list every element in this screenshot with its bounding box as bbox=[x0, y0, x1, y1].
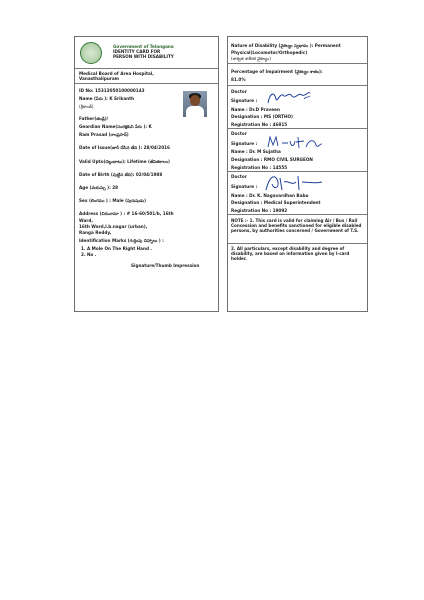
doctor-1-signature bbox=[264, 87, 312, 107]
doctor-2-designation: Designation : RMO CIVIL SURGEON bbox=[231, 157, 313, 162]
doctor-3-title: Doctor bbox=[231, 174, 247, 179]
government-seal-icon bbox=[80, 42, 102, 64]
father-label: Father(తండ్రి)/ bbox=[79, 116, 109, 121]
date-of-issue: Date of Issue(జారీ చేసిన తేది ): 28/04/2016 bbox=[79, 145, 170, 150]
holder-name: Name (పేరు ): K Srikanth bbox=[79, 96, 135, 101]
identification-title: Identification Marks (గుర్తింపు చిహ్నాలు ) : bbox=[79, 238, 164, 243]
holder-photo bbox=[183, 91, 207, 117]
address-line2: Ward, bbox=[79, 218, 93, 223]
medical-board-line1: Medical Board of Area Hospital, bbox=[79, 71, 154, 76]
nature-of-disability-type: Physical(Locomotor/Orthopedic) bbox=[231, 50, 308, 55]
header-line-government: Government of Telangana bbox=[113, 44, 174, 49]
doctor-1-registration: Registration No : 46815 bbox=[231, 122, 288, 127]
age: Age (వయస్సు ): 28 bbox=[79, 185, 119, 190]
holder-name-telugu: (శ్రీకాంత్) bbox=[79, 104, 94, 109]
guardian-name: Geardian Name(సంరక్షకుని పేరు ): K bbox=[79, 124, 152, 129]
medical-board-line2: Vanasthalipuram bbox=[79, 76, 120, 81]
divider bbox=[228, 214, 367, 215]
id-number: ID No: 15313050100000143 bbox=[79, 88, 145, 93]
identity-card-back bbox=[227, 36, 368, 312]
doctor-2-registration: Registration No : 14555 bbox=[231, 165, 288, 170]
address-line1: Address (చిరునామా ) : # 16-60/501/b, 16th bbox=[79, 211, 174, 216]
card-header bbox=[75, 37, 218, 69]
impairment-percentage-label: Percentage of Impairment (వైకల్యం శాతం): bbox=[231, 69, 323, 74]
identification-mark-1: 1. A Mole On The Right Hand . bbox=[81, 246, 153, 251]
doctor-3-name: Name : Dr. K. Nagavardhan Babu bbox=[231, 193, 309, 198]
identification-mark-2: 2. No . bbox=[81, 252, 97, 257]
header-line-identity: IDENTITY CARD FOR bbox=[113, 49, 161, 54]
header-line-person: PERSON WITH DISABILITY bbox=[113, 54, 174, 59]
doctor-3-signature-label: Signature : bbox=[231, 184, 258, 189]
doctor-1-name: Name : Dr.D Praveen bbox=[231, 107, 280, 112]
divider bbox=[228, 243, 367, 244]
note-2: 2. All particulars, except disability and degree of disability, are based on information given by I-card holder. bbox=[231, 246, 350, 261]
doctor-2-signature-label: Signature : bbox=[231, 141, 258, 146]
identity-card-front bbox=[74, 36, 219, 312]
valid-upto: Valid Upto(చెల్లుబాటు): Lifetime (జీవితకాలం) bbox=[79, 159, 170, 164]
doctor-2-name: Name : Dr. M Sujatha bbox=[231, 149, 281, 154]
doctor-3-signature bbox=[262, 172, 326, 194]
address-line3: 16th Ward,l.b.nagar (urban), bbox=[79, 224, 148, 229]
signature-thumb-label: Signature/Thumb Impression bbox=[131, 263, 200, 268]
sex: Sex (లింగము ) : Male (పురుషుడు) bbox=[79, 198, 147, 203]
nature-of-disability: Nature of Disability (వైకల్యం స్వభావం ): Permanent bbox=[231, 43, 341, 48]
guardian-name-cont: Ram Prasad (రాంప్రసాద్) bbox=[79, 132, 129, 137]
doctor-1-signature-label: Signature : bbox=[231, 98, 258, 103]
divider bbox=[228, 63, 367, 64]
doctor-3-designation: Designation : Medical Superintendent bbox=[231, 200, 321, 205]
divider bbox=[228, 85, 367, 86]
divider bbox=[75, 83, 218, 84]
date-of-birth: Date of Birth (పుట్టిన తేది): 02/04/1988 bbox=[79, 172, 163, 177]
divider bbox=[228, 128, 367, 129]
doctor-1-designation: Designation : MS (ORTHO) bbox=[231, 114, 293, 119]
address-line4: Ranga Reddy, bbox=[79, 230, 112, 235]
doctor-2-title: Doctor bbox=[231, 131, 247, 136]
doctor-1-title: Doctor bbox=[231, 89, 247, 94]
nature-of-disability-telugu: (శాశ్వత శారీరక వైకల్యం) bbox=[231, 56, 271, 61]
impairment-percentage-value: 81.0% bbox=[231, 77, 246, 82]
doctor-3-registration: Registration No : 19092 bbox=[231, 208, 288, 213]
note-1: NOTE :- 1. This card is valid for claiming Air / Bus / Rail Concession and benefits sanctioned for eligible disabled persons, by authorities concerned / Government of T.S. bbox=[231, 218, 362, 233]
